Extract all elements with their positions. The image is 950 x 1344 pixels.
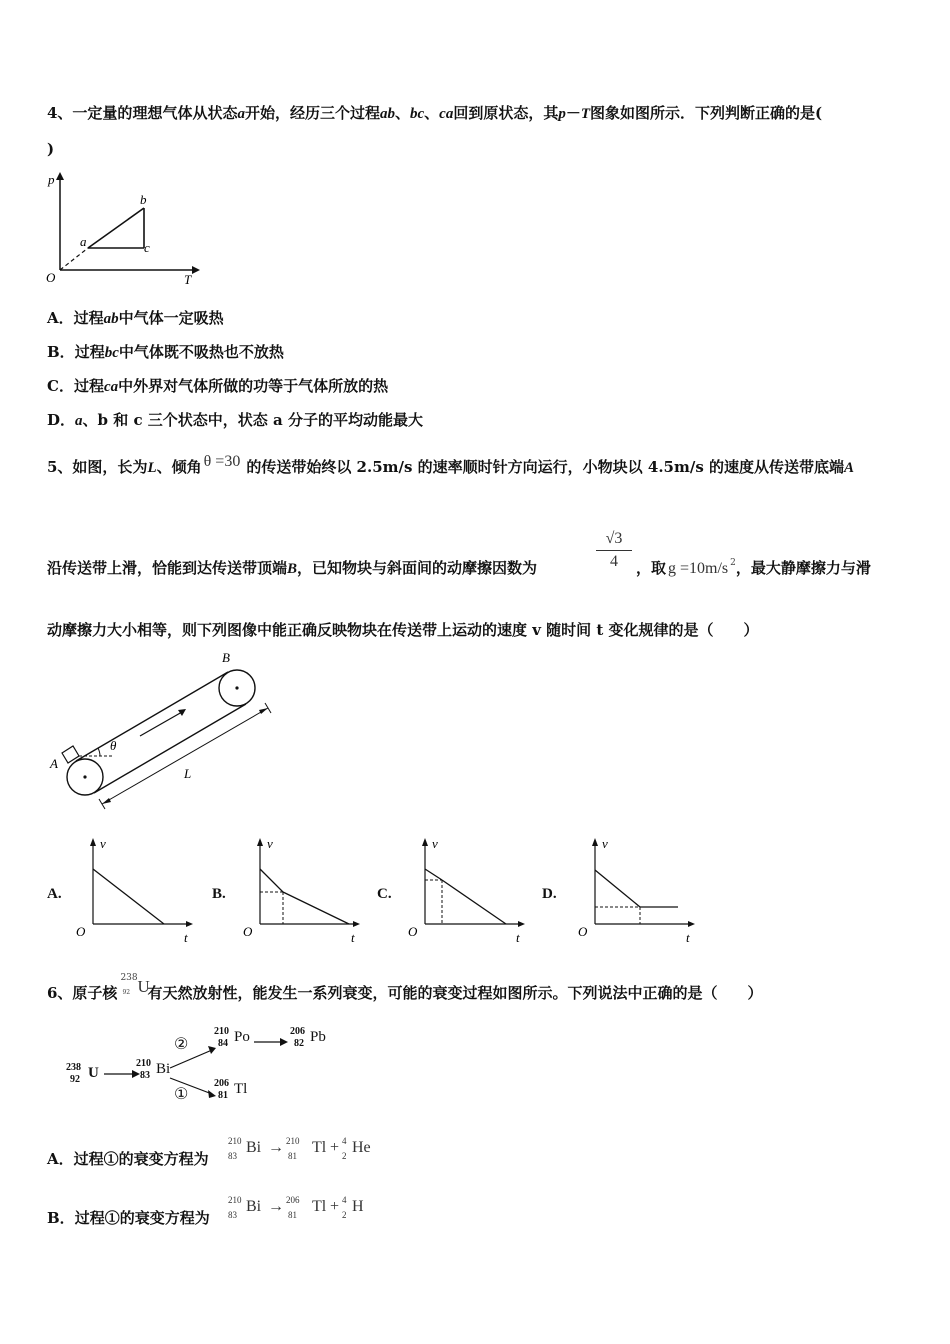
path-2-label: ②: [174, 1036, 189, 1053]
q5-option-a-letter[interactable]: A.: [47, 886, 62, 902]
state-c-label: c: [144, 240, 150, 255]
v-axis-label: v: [100, 836, 106, 851]
q5-stem-line2: 沿传送带上滑，恰能到达传送带顶端B，已知物块与斜面间的动摩擦因数为: [47, 559, 538, 577]
q5-chart-b[interactable]: [239, 832, 369, 944]
fraction-denominator: 4: [610, 553, 618, 570]
v-axis-label: v: [602, 836, 608, 851]
theta-expression: θ =30: [203, 453, 241, 470]
v-axis-label: v: [267, 836, 273, 851]
point-a-label: A: [50, 756, 58, 771]
q4-option-d[interactable]: D．a、b 和 c 三个状态中，状态 a 分子的平均动能最大: [47, 411, 423, 429]
point-b-label: B: [222, 650, 230, 665]
t-axis-label: T: [184, 272, 192, 287]
q6-stem: 6、原子核 238 92 U 有天然放射性，能发生一系列衰变，可能的衰变过程如图所示。下列说法中正确的是（ ）: [47, 973, 763, 1002]
q5-stem-line2-tail: ，取 g =10m/s $^2$，最大静摩擦力与滑: [636, 558, 871, 577]
q5-option-b-letter[interactable]: B.: [212, 886, 226, 902]
t-axis-label: t: [351, 930, 355, 944]
q4-stem: 4、一定量的理想气体从状态a开始，经历三个过程ab、bc、ca回到原状态，其p－T图象如图所示．下列判断正确的是(: [47, 104, 823, 122]
origin-label: O: [76, 924, 86, 939]
mu-fraction: [596, 530, 632, 571]
q4-option-c[interactable]: C．过程ca中外界对气体所做的功等于气体所放的热: [47, 377, 389, 395]
bi-210-node: 210 83 Bi: [136, 1058, 171, 1081]
q5-chart-d[interactable]: [574, 832, 704, 944]
t-axis-label: t: [686, 930, 690, 944]
origin-label: O: [578, 924, 588, 939]
q5-stem-line3: 动摩擦力大小相等，则下列图像中能正确反映物块在传送带上运动的速度 v 随时间 t 变化规律的是（ ）: [47, 621, 759, 639]
q4-stem-close: ): [47, 140, 55, 158]
origin-label: O: [408, 924, 418, 939]
length-label: L: [184, 766, 192, 781]
pb-206-node: 206 82 Pb: [290, 1026, 326, 1049]
po-210-node: 210 84 Po: [214, 1026, 250, 1049]
origin-label: O: [46, 270, 56, 285]
path-1-label: ①: [174, 1086, 189, 1103]
state-a-label: a: [80, 234, 87, 249]
u-238-node: 238 92 U: [66, 1062, 99, 1085]
v-axis-label: v: [432, 836, 438, 851]
origin-label: O: [243, 924, 253, 939]
p-axis-label: p: [48, 172, 55, 187]
q5-stem-line1: 5、如图，长为L、倾角 θ =30 的传送带始终以 2.5m/s 的速率顺时针方向运行，小物块以 4.5m/s 的速度从传送带底端A: [47, 453, 855, 476]
q6-option-b-equation: 210 83 Bi → 206 81 Tl + 4 2 H: [228, 1195, 364, 1220]
q5-option-d-letter[interactable]: D.: [542, 886, 557, 902]
q6-option-a[interactable]: A．过程①的衰变方程为: [47, 1150, 209, 1168]
theta-label: θ: [110, 738, 117, 753]
q4-option-a[interactable]: A．过程ab中气体一定吸热: [47, 309, 224, 327]
g-expression: g =10m/s: [668, 560, 729, 577]
q4-pt-diagram: [40, 168, 210, 290]
uranium-nuclide: 238 92 U: [120, 973, 150, 996]
q5-chart-c[interactable]: [404, 832, 534, 944]
t-axis-label: t: [184, 930, 188, 944]
q6-decay-diagram: [62, 1022, 352, 1108]
q6-option-b[interactable]: B．过程①的衰变方程为: [47, 1209, 210, 1227]
q6-option-a-equation: 210 83 Bi → 210 81 Tl + 4 2 He: [228, 1136, 371, 1161]
arrow-po-to-pb: [252, 1036, 290, 1048]
t-axis-label: t: [516, 930, 520, 944]
q5-option-c-letter[interactable]: C.: [377, 886, 392, 902]
fraction-numerator: √3: [596, 530, 632, 551]
q5-conveyor-diagram: [44, 650, 284, 840]
state-b-label: b: [140, 192, 147, 207]
tl-206-node: 206 81 Tl: [214, 1078, 248, 1101]
q5-chart-a[interactable]: [72, 832, 202, 944]
q4-option-b[interactable]: B．过程bc中气体既不吸热也不放热: [47, 343, 284, 361]
